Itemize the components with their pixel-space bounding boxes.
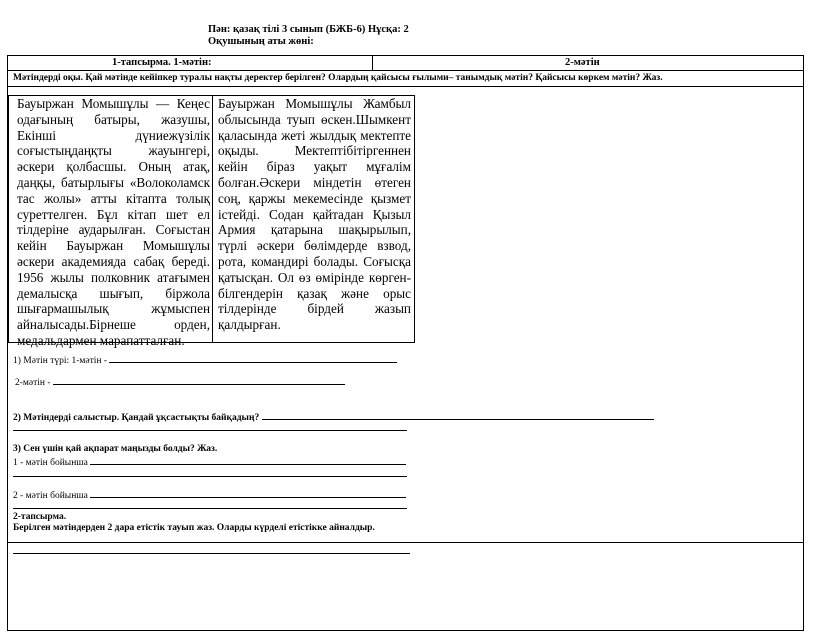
instruction-row-divider xyxy=(7,86,804,87)
header-column-divider xyxy=(372,56,373,70)
q3-line1-label: 1 - мәтін бойынша xyxy=(13,458,88,468)
task1-header: 1-тапсырма. 1-мәтін: xyxy=(112,57,212,68)
q3-line1-answer[interactable] xyxy=(90,455,406,465)
header-row-divider xyxy=(7,70,804,71)
q3-line1-answer-2[interactable] xyxy=(13,476,407,477)
q3-line2-answer[interactable] xyxy=(90,488,406,498)
q2-answer-line-2[interactable] xyxy=(13,430,407,431)
student-name-label: Оқушының аты жөні: xyxy=(208,36,314,47)
task2-answer-line-2[interactable] xyxy=(13,553,410,554)
q3-line2-answer-2[interactable] xyxy=(13,508,407,509)
task2-title: 2-тапсырма. xyxy=(13,512,67,522)
text2-body: Бауыржан Момышұлы Жамбыл облысында туып өскен.Шымкент қаласында жеті жылдық мектепте оқыды. Мектептібітіргеннен кейін біраз уақыт мұғалім болған.Әскери міндетін өтеген соң, қаржы мекемесінде қызмет істейді. Содан қайтадан Қызыл Армия қатарына шақырылып, түрлі әскери бөлімдерде взвод, рота, командирі болады. Соғысқа қатысқан. Ол өз өмірінде көрген-білгендерін қазақ және орыс тілдерінде бірдей жазып қалдырған. xyxy=(218,96,411,333)
q1-text2-label: 2-мәтін - xyxy=(15,378,51,388)
q1-label: 1) Мәтін түрі: 1-мәтін - xyxy=(13,356,108,366)
task2-instruction: Берілген мәтіндерден 2 дара етістік тауып жаз. Оларды күрделі етістікке айналдыр. xyxy=(13,523,375,533)
q1-text2-row xyxy=(15,375,345,389)
q3-label: 3) Сен үшін қай ақпарат маңызды болды? Жаз. xyxy=(13,444,218,454)
q2-row xyxy=(13,410,654,424)
q2-answer-line[interactable] xyxy=(262,410,654,420)
q3-line2-row xyxy=(13,488,406,502)
q3-line1-row xyxy=(13,455,406,469)
subject-line: Пән: қазақ тілі 3 сынып (БЖБ-6) Нұсқа: 2 xyxy=(208,24,409,35)
text2-header: 2-мәтін xyxy=(565,57,600,68)
task1-instruction: Мәтіндерді оқы. Қай мәтінде кейіпкер туралы нақты деректер берілген? Олардың қайсысы ғылыми– танымдық мәтін? Қайсысы көркем мәтін? Жаз. xyxy=(13,73,663,83)
text1-body: Бауыржан Момышұлы — Кеңес одағының батыры, жазушы, Екінші дүниежүзілік соғыстыңдаңқты жауынгері, әскери қолбасшы. Оның атақ, даңқы, батырлығы «Волоколамск тас жолы» атты кітапта толық суреттелген. Бұл кітап шет ел тілдеріне аударылған. Соғыстан кейін Бауыржан Момышұлы әскери академияда сабақ береді. 1956 жылы полковник атағымен демалысқа шығып, біржола шығармашылық жұмыспен айналысады.Бірнеше орден, медальдармен марапатталған. xyxy=(17,96,210,348)
q1-text2-answer-line[interactable] xyxy=(53,375,345,385)
q2-label: 2) Мәтіндерді салыстыр. Қандай ұқсастықты байқадың? xyxy=(13,413,260,423)
task2-answer-line-1[interactable] xyxy=(8,542,803,543)
q1-text1-answer-line[interactable] xyxy=(109,353,397,363)
q1-row xyxy=(13,353,397,367)
q3-line2-label: 2 - мәтін бойынша xyxy=(13,491,88,501)
